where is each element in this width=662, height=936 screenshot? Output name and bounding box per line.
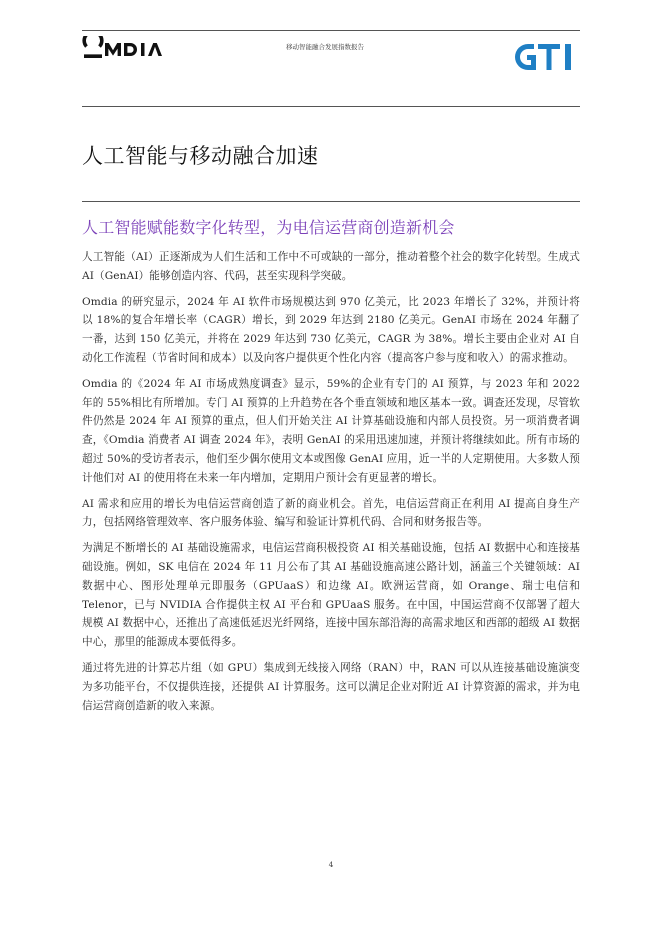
body-text — [82, 248, 580, 722]
gti-logo — [514, 38, 580, 74]
paragraph-ai-intro: 人工智能（AI）正逐渐成为人们生活和工作中不可或缺的一部分，推动着整个社会的数字化转型。生成式 AI（GenAI）能够创造内容、代码，甚至实现科学突破。 — [82, 251, 580, 282]
gti-logo-graphic — [514, 38, 580, 74]
header-bottom-rule — [82, 106, 580, 107]
paragraph-market-size: Omdia 的研究显示，2024 年 AI 软件市场规模达到 970 亿美元，比 2023 年增长了 32%，并预计将以 18%的复合年增长率（CAGR）增长，到 2029 年达到 2180 亿美元。GenAI 市场在 2024 年翻了一番，达到 150 亿美元，并将在 2029 年达到 730 亿美元，CAGR 为 38%。增长主要由企业对 AI 自动化工作流程（节省时间和成本）以及向客户提供更个性化内容（提高客户参与度和收入）的需求推动。 — [82, 295, 580, 364]
paragraph-operator-opportunity: AI 需求和应用的增长为电信运营商创造了新的商业机会。首先，电信运营商正在利用 AI 提高自身生产力，包括网络管理效率、客户服务体验、编写和验证计算机代码、合同和财务报告等。 — [82, 497, 580, 529]
omdia-logo — [82, 36, 176, 64]
title-rule — [82, 201, 580, 202]
paragraph-ai-ran: 通过将先进的计算芯片组（如 GPU）集成到无线接入网络（RAN）中，RAN 可以从连接基础设施演变为多功能平台，不仅提供连接，还提供 AI 计算服务。这可以满足企业对附近 AI 计算资源的需求，并为电信运营商创造新的收入来源。 — [82, 661, 580, 712]
header-top-rule — [82, 30, 580, 31]
omdia-logo-graphic — [82, 36, 176, 64]
paragraph-ai-infrastructure: 为满足不断增长的 AI 基础设施需求，电信运营商积极投资 AI 相关基础设施，包括 AI 数据中心和连接基础设施。例如，SK 电信在 2024 年 11 月公布了其 AI 基础设施高速公路计划，涵盖三个关键领域：AI 数据中心、图形处理单元即服务（GPUaaS）和边缘 AI。欧洲运营商，如 Orange、瑞士电信和 Telenor，已与 NVIDIA 合作提供主权 AI 平台和 GPUaaS 服务。在中国，中国运营商不仅部署了超大规模 AI 数据中心，还推出了高速低延迟光纤网络，连接中国东部沿海的高需求地区和西部的超级 AI 数据中心，那里的能源成本要低得多。 — [82, 542, 580, 649]
page-title: 人工智能与移动融合加速 — [82, 144, 319, 168]
paragraph-market-survey: Omdia 的《2024 年 AI 市场成熟度调查》显示，59%的企业有专门的 AI 预算，与 2023 年和 2022 年的 55%相比有所增加。专门 AI 预算的上升趋势在各个垂直领域和地区基本一致。调查还发现，尽管软件仍然是 2024 年 AI 预算的重点，但人们开始关注 AI 计算基础设施和内部人员投资。另一项消费者调查，《Omdia 消费者 AI 调查 2024 年》，表明 GenAI 的采用迅速加速，并预计将继续如此。所有市场的超过 50%的受访者表示，他们至少偶尔使用文本或图像 GenAI 应用，近一半的人定期使用。大多数人预计他们对 AI 的使用将在未来一年内增加，定期用户预计会有更显著的增长。 — [82, 377, 580, 484]
page-number: 4 — [328, 860, 334, 869]
report-series-title: 移动智能融合发展指数报告 — [286, 43, 364, 51]
section-heading: 人工智能赋能数字化转型，为电信运营商创造新机会 — [82, 218, 455, 237]
